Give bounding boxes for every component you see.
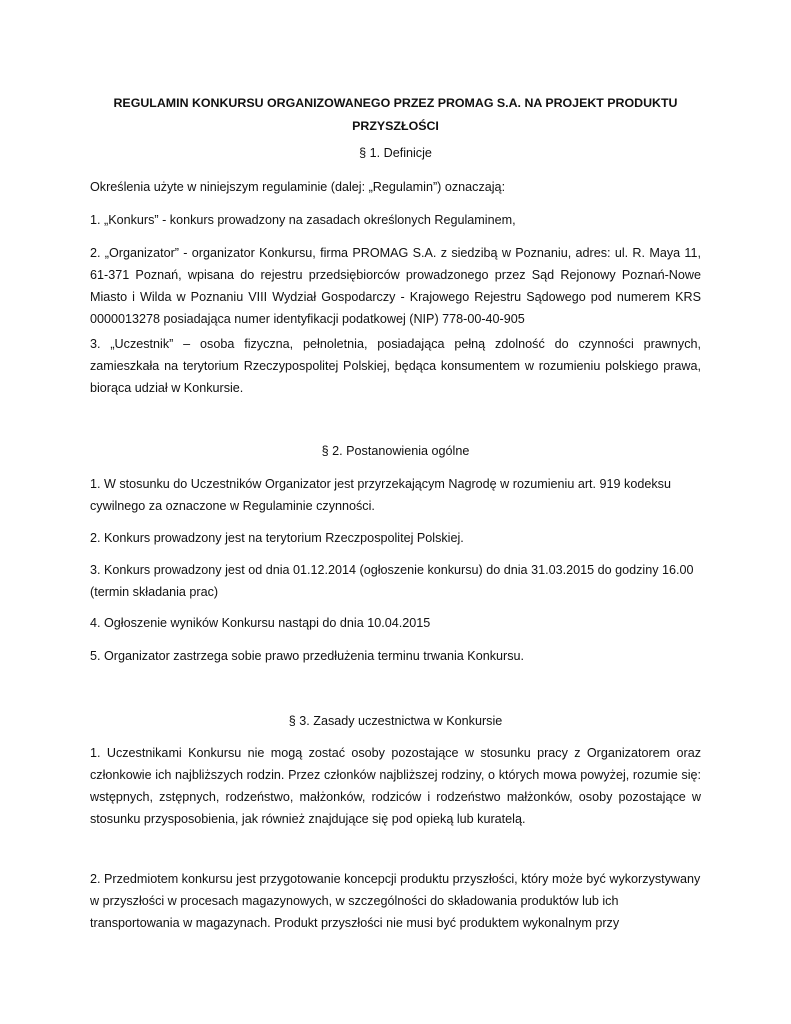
general-item-2: 2. Konkurs prowadzony jest na terytorium Rzeczpospolitej Polskiej. — [90, 531, 464, 545]
definition-item-2: 2. „Organizator” - organizator Konkursu, firma PROMAG S.A. z siedzibą w Poznaniu, adres: ul. R. Maya 11, 61-371 Poznań, wpisana do rejestru przedsiębiorców prowadzonego przez Sąd Rejonowy Poznań-Nowe Miasto i Wilda w Poznaniu VIII Wydział Gospodarczy - Krajowego Rejestru Sądowego pod numerem KRS 0000013278 posiadająca numer identyfikacji podatkowej (NIP) 778-00-40-905 — [90, 246, 701, 326]
general-item-5: 5. Organizator zastrzega sobie prawo przedłużenia terminu trwania Konkursu. — [90, 649, 525, 663]
section-1-intro: Określenia użyte w niniejszym regulaminie (dalej: „Regulamin”) oznaczają: — [90, 180, 506, 194]
definition-item-3: 3. „Uczestnik” – osoba fizyczna, pełnoletnia, posiadająca pełną zdolność do czynności prawnych, zamieszkała na terytorium Rzeczypospolitej Polskiej, będąca konsumentem w rozumieniu polskiego prawa, biorąca udział w Konkursie. — [90, 337, 701, 395]
section-2-heading: § 2. Postanowienia ogólne — [321, 444, 470, 458]
section-1-heading: § 1. Definicje — [359, 146, 432, 160]
general-item-3: 3. Konkurs prowadzony jest od dnia 01.12.2014 (ogłoszenie konkursu) do dnia 31.03.2015 do godziny 16.00 (termin składania prac) — [90, 563, 694, 599]
participation-item-1: 1. Uczestnikami Konkursu nie mogą zostać osoby pozostające w stosunku pracy z Organizatorem oraz członkowie ich najbliższych rodzin. Przez członków najbliższej rodziny, o których mowa powyżej, rozumie się: wstępnych, zstępnych, rodzeństwo, małżonków, rodziców i rodzeństwo małżonków, osoby pozostające w stosunku przysposobienia, jak również znajdujące się pod opieką lub kuratelą. — [90, 746, 701, 826]
title-line-1: REGULAMIN KONKURSU ORGANIZOWANEGO PRZEZ PROMAG S.A. NA PROJEKT PRODUKTU — [113, 96, 678, 110]
section-3-heading: § 3. Zasady uczestnictwa w Konkursie — [288, 714, 503, 728]
participation-item-2: 2. Przedmiotem konkursu jest przygotowanie koncepcji produktu przyszłości, który może być wykorzystywany w przyszłości w procesach magazynowych, w szczególności do składowania produktów lub ich transportowania w magazynach. Produkt przyszłości nie musi być produktem wykonalnym przy — [90, 872, 701, 930]
title-line-2: PRZYSZŁOŚCI — [352, 119, 439, 133]
general-item-1: 1. W stosunku do Uczestników Organizator jest przyrzekającym Nagrodę w rozumieniu art. 919 kodeksu cywilnego za oznaczone w Regulaminie czynności. — [90, 477, 671, 513]
document-title — [110, 92, 681, 138]
definition-item-1: 1. „Konkurs” - konkurs prowadzony na zasadach określonych Regulaminem, — [90, 213, 516, 227]
general-item-4: 4. Ogłoszenie wyników Konkursu nastąpi do dnia 10.04.2015 — [90, 616, 431, 630]
